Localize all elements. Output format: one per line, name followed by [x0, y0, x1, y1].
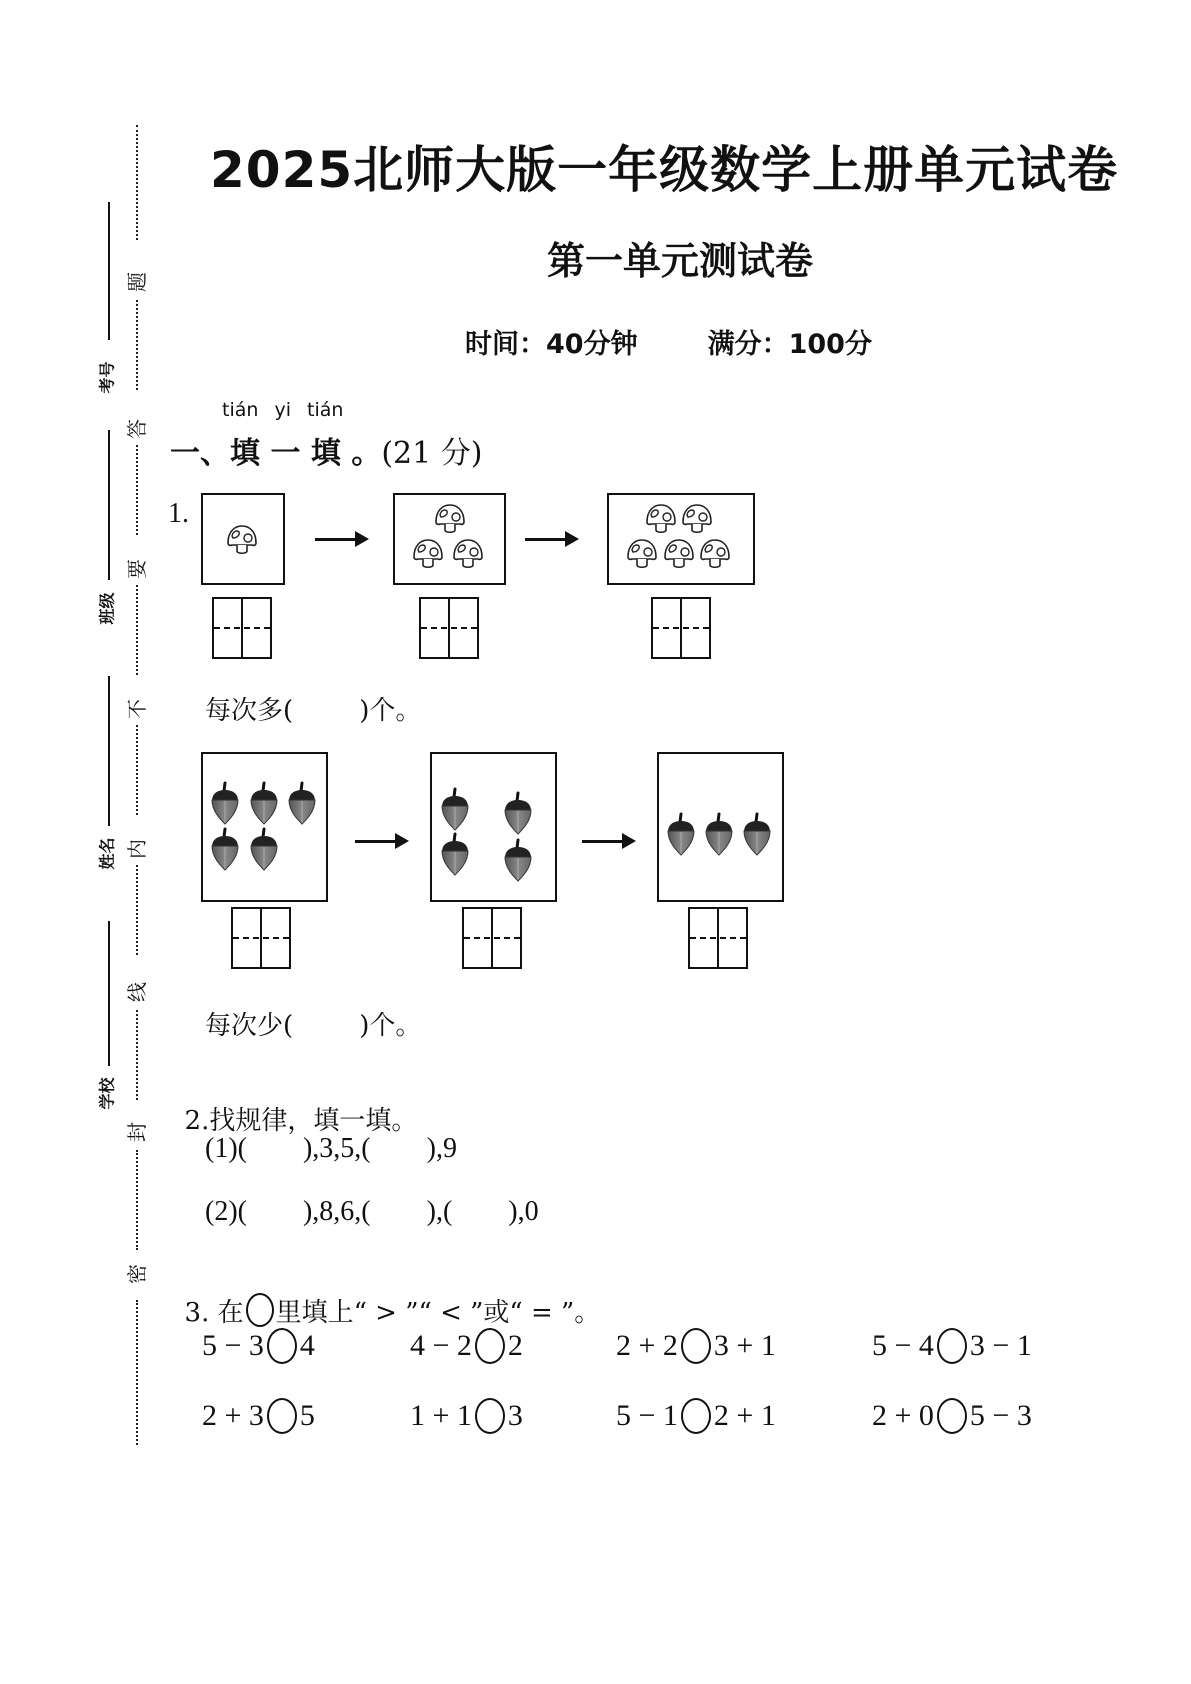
mushroom-icon — [662, 537, 696, 571]
seal-dotted-line — [136, 300, 138, 390]
expr-right: 5 − 3 — [969, 1399, 1032, 1432]
comparison-item — [616, 1398, 776, 1434]
expr-right: 3 + 1 — [713, 1329, 776, 1362]
answer-grid[interactable] — [212, 597, 272, 659]
question-text-after: 里填上“ > ”“ < ”或“ = ”。 — [275, 1298, 601, 1328]
seal-char: 线 — [125, 982, 149, 1002]
compare-circle[interactable] — [475, 1328, 505, 1364]
compare-circle[interactable] — [681, 1398, 711, 1434]
seal-dotted-line — [136, 1300, 138, 1445]
sequence-2[interactable]: (2)( ),8,6,( ),( ),0 — [205, 1196, 539, 1227]
compare-circle[interactable] — [267, 1398, 297, 1434]
comparison-item — [410, 1398, 523, 1434]
seal-char: 封 — [125, 1122, 149, 1142]
answer-grid[interactable] — [231, 907, 291, 969]
question-2-prompt — [168, 1070, 417, 1137]
seal-dotted-line — [136, 445, 138, 535]
picture-box-5 — [430, 752, 557, 902]
arrow-right-icon — [355, 840, 405, 843]
section-pinyin: tián yi tián — [222, 399, 344, 421]
mushroom-icon — [451, 537, 485, 571]
picture-box-1 — [201, 493, 285, 585]
question-number: 1. — [168, 498, 189, 529]
expr-left: 2 + 3 — [202, 1399, 264, 1432]
mushroom-icon — [411, 537, 445, 571]
acorn-icon — [666, 812, 696, 856]
exam-number-label: 考号 — [97, 361, 117, 394]
class-field[interactable] — [108, 430, 110, 580]
arrow-right-icon — [582, 840, 632, 843]
time-limit: 时间：40分钟 — [465, 329, 638, 360]
mushroom-icon — [680, 502, 714, 536]
section-heading — [170, 428, 482, 472]
expr-left: 5 − 3 — [202, 1329, 264, 1362]
mushroom-icon — [644, 502, 678, 536]
acorn-icon — [210, 827, 240, 871]
acorn-icon — [440, 787, 470, 831]
section-points: (21 分) — [381, 436, 483, 471]
compare-circle[interactable] — [267, 1328, 297, 1364]
expr-right: 5 — [299, 1399, 315, 1432]
answer-grid[interactable] — [651, 597, 711, 659]
expr-right: 3 − 1 — [969, 1329, 1032, 1362]
seal-dotted-line — [136, 725, 138, 815]
answer-grid[interactable] — [419, 597, 479, 659]
expr-left: 5 − 1 — [616, 1399, 678, 1432]
acorn-icon — [742, 812, 772, 856]
question-text-before: 3. 在 — [184, 1298, 244, 1328]
expr-left: 5 − 4 — [872, 1329, 934, 1362]
expr-left: 4 − 2 — [410, 1329, 472, 1362]
seal-char: 不 — [125, 699, 149, 719]
picture-box-3 — [607, 493, 755, 585]
question-3-prompt — [168, 1262, 600, 1329]
seal-dotted-line — [136, 865, 138, 955]
seal-char: 内 — [125, 839, 149, 859]
expr-right: 2 — [507, 1329, 523, 1362]
acorn-icon — [440, 832, 470, 876]
circle-icon — [246, 1293, 274, 1327]
seal-dotted-line — [136, 125, 138, 240]
name-label: 姓名 — [97, 837, 117, 870]
acorn-icon — [503, 791, 533, 835]
expr-right: 2 + 1 — [713, 1399, 776, 1432]
picture-box-2 — [393, 493, 506, 585]
compare-circle[interactable] — [475, 1398, 505, 1434]
compare-circle[interactable] — [937, 1328, 967, 1364]
section-title: 一、填 一 填 。 — [170, 436, 382, 471]
acorn-icon — [249, 781, 279, 825]
exam-meta — [465, 322, 872, 361]
seal-dotted-line — [136, 585, 138, 675]
answer-line-more[interactable]: 每次多( )个。 — [205, 696, 422, 726]
expr-left: 2 + 2 — [616, 1329, 678, 1362]
mushroom-icon — [625, 537, 659, 571]
picture-box-6 — [657, 752, 784, 902]
acorn-icon — [503, 838, 533, 882]
question-text: 找规律，填一填。 — [209, 1106, 418, 1136]
answer-line-less[interactable]: 每次少( )个。 — [205, 1011, 422, 1041]
compare-circle[interactable] — [681, 1328, 711, 1364]
seal-dotted-line — [136, 1010, 138, 1100]
seal-char: 密 — [125, 1264, 149, 1284]
page-subtitle: 第一单元测试卷 — [546, 239, 813, 283]
expr-left: 1 + 1 — [410, 1399, 472, 1432]
seal-char: 题 — [125, 272, 149, 292]
picture-box-4 — [201, 752, 328, 902]
comparison-item — [202, 1328, 315, 1364]
answer-grid[interactable] — [688, 907, 748, 969]
comparison-item — [872, 1328, 1032, 1364]
arrow-right-icon — [315, 538, 365, 541]
mushroom-icon — [225, 523, 259, 557]
question-number: 2. — [184, 1106, 210, 1136]
sequence-1[interactable]: (1)( ),3,5,( ),9 — [205, 1133, 457, 1164]
comparison-item — [202, 1398, 315, 1434]
comparison-item — [872, 1398, 1032, 1434]
mushroom-icon — [433, 502, 467, 536]
comparison-item — [410, 1328, 523, 1364]
answer-grid[interactable] — [462, 907, 522, 969]
seal-char: 要 — [125, 559, 149, 579]
full-score: 满分：100分 — [707, 329, 872, 360]
comparison-item — [616, 1328, 776, 1364]
seal-char: 答 — [125, 419, 149, 439]
class-label: 班级 — [97, 592, 117, 625]
school-field[interactable] — [108, 921, 110, 1066]
mushroom-icon — [698, 537, 732, 571]
arrow-right-icon — [525, 538, 575, 541]
name-field[interactable] — [108, 676, 110, 826]
acorn-icon — [249, 827, 279, 871]
expr-right: 3 — [507, 1399, 523, 1432]
school-label: 学校 — [97, 1077, 117, 1110]
page-title: 2025北师大版一年级数学上册单元试卷 — [210, 141, 1119, 199]
expr-left: 2 + 0 — [872, 1399, 934, 1432]
acorn-icon — [704, 812, 734, 856]
compare-circle[interactable] — [937, 1398, 967, 1434]
seal-dotted-line — [136, 1150, 138, 1250]
acorn-icon — [287, 781, 317, 825]
expr-right: 4 — [299, 1329, 315, 1362]
acorn-icon — [210, 781, 240, 825]
